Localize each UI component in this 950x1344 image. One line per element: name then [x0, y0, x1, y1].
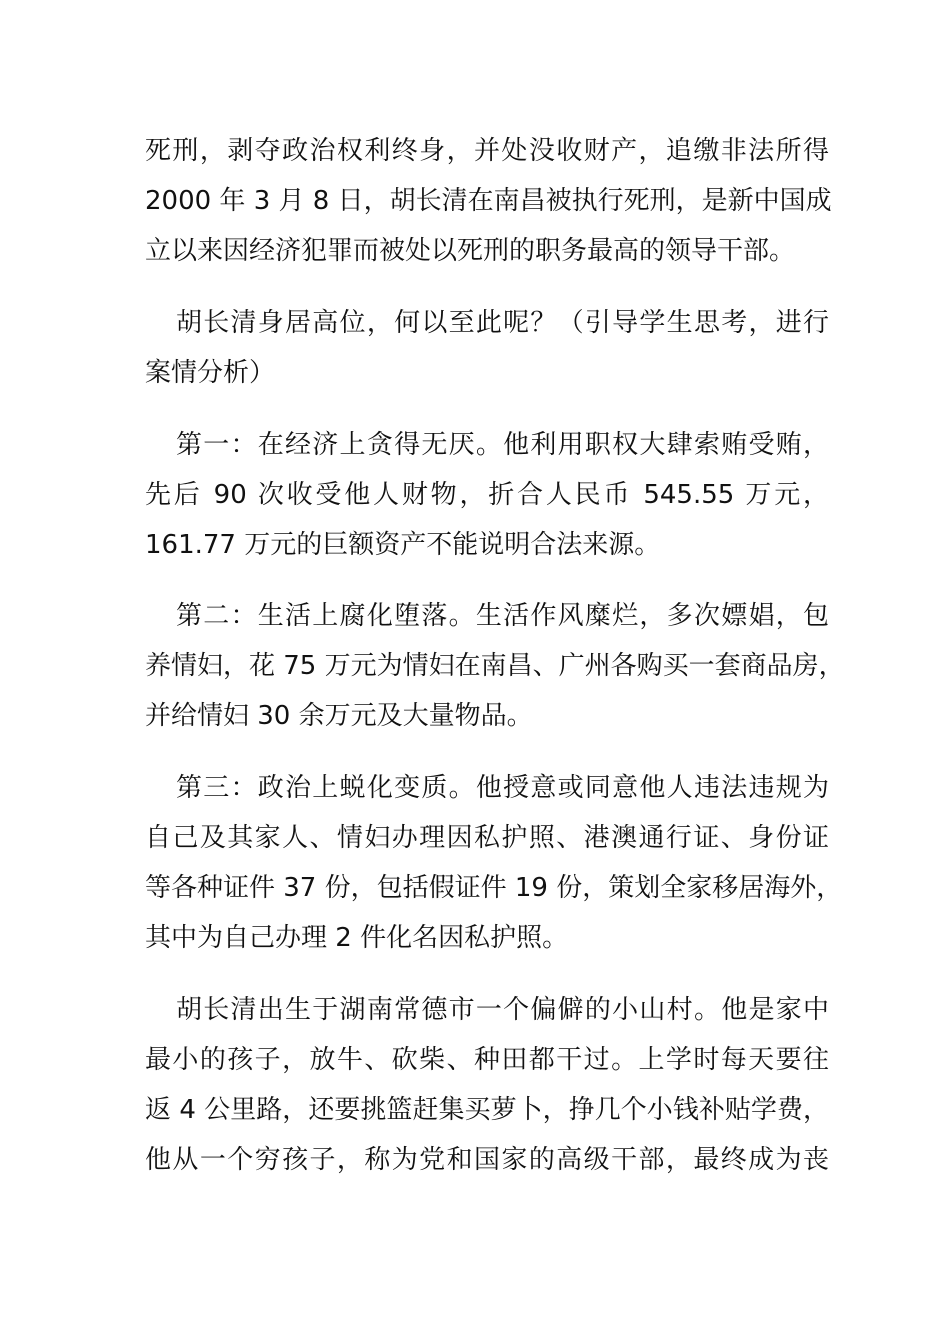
paragraph-5-line-4: 其中为自己办理 2 件化名因私护照。 — [145, 923, 569, 953]
paragraph-5-line-2: 自己及其家人、情妇办理因私护照、港澳通行证、身份证 — [145, 823, 829, 853]
paragraph-4-line-3: 并给情妇 30 余万元及大量物品。 — [145, 701, 533, 731]
paragraph-5-line-3: 等各种证件 37 份，包括假证件 19 份，策划全家移居海外， — [145, 873, 843, 903]
paragraph-3-line-2: 先后 90 次收受他人财物，折合人民币 545.55 万元， — [145, 480, 829, 510]
paragraph-4-line-1: 第二：生活上腐化堕落。生活作风糜烂，多次嫖娼，包 — [176, 601, 829, 631]
paragraph-6-line-1: 胡长清出生于湖南常德市一个偏僻的小山村。他是家中 — [176, 995, 829, 1025]
paragraph-2-line-2: 案情分析） — [145, 358, 276, 388]
paragraph-6-line-4: 他从一个穷孩子，称为党和国家的高级干部，最终成为丧 — [145, 1145, 829, 1175]
paragraph-6-line-2: 最小的孩子，放牛、砍柴、种田都干过。上学时每天要往 — [145, 1045, 829, 1075]
paragraph-6-line-3: 返 4 公里路，还要挑篮赶集买萝卜，挣几个小钱补贴学费， — [145, 1095, 829, 1125]
paragraph-1-line-1: 死刑，剥夺政治权利终身，并处没收财产，追缴非法所得 — [145, 136, 829, 166]
paragraph-4-line-2: 养情妇，花 75 万元为情妇在南昌、广州各购买一套商品房， — [145, 651, 845, 681]
paragraph-2-line-1: 胡长清身居高位，何以至此呢？（引导学生思考，进行 — [176, 308, 829, 338]
paragraph-1-line-3: 立以来因经济犯罪而被处以死刑的职务最高的领导干部。 — [145, 236, 796, 266]
paragraph-5-line-1: 第三：政治上蜕化变质。他授意或同意他人违法违规为 — [176, 773, 829, 803]
paragraph-3-line-3: 161.77 万元的巨额资产不能说明合法来源。 — [145, 530, 661, 560]
paragraph-3-line-1: 第一：在经济上贪得无厌。他利用职权大肆索贿受贿， — [176, 430, 829, 460]
paragraph-1-line-2: 2000 年 3 月 8 日，胡长清在南昌被执行死刑，是新中国成 — [145, 186, 832, 216]
